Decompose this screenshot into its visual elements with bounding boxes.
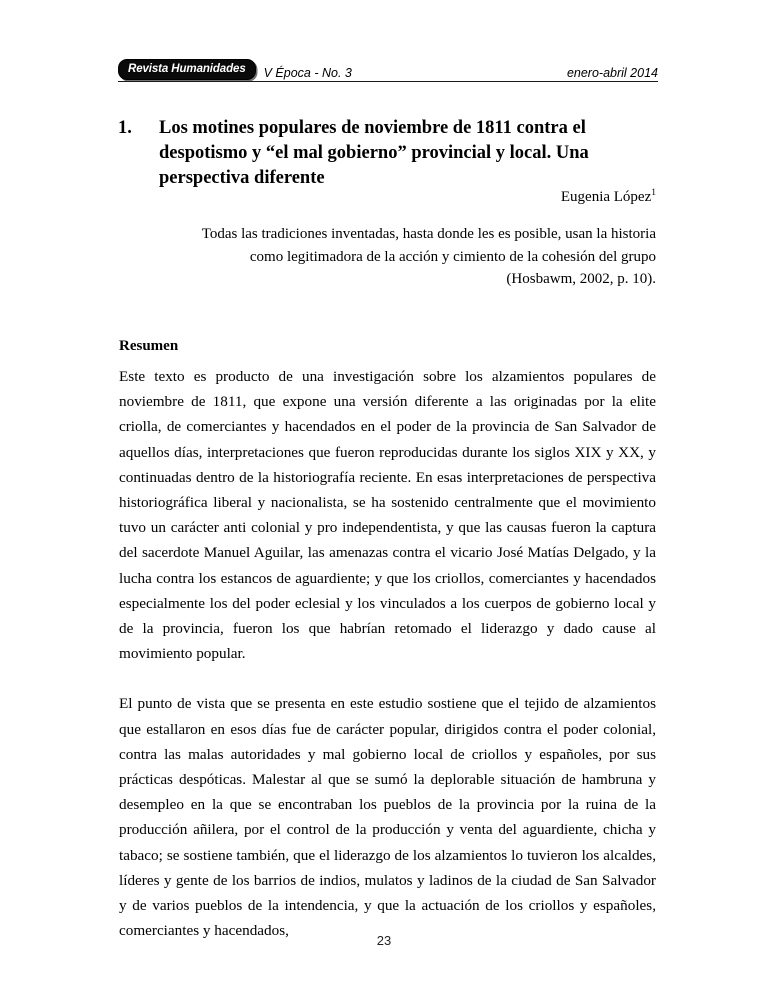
article-number: 1. xyxy=(118,118,132,139)
paragraph: El punto de vista que se presenta en este estudio sostiene que el tejido de alzamientos que estallaron en esos días fue de carácter popular, dirigidos contra el poder colonial, contra las malas autoridades y mal gobierno local de criollos y españoles, por sus prácticas despóticas. Malestar al que se sumó la deplorable situación de hambruna y desempleo en la que se encontraban los pueblos de la provincia por la ruina de la producción añilera, por el control de la producción y venta del aguardiente, chicha y tabaco; se sostiene también, que el liderazgo de los alzamientos lo tuvieron los alcaldes, líderes y gente de los barrios de indios, mulatos y ladinos de la ciudad de San Salvador y de varios pueblos de la intendencia, y que la actuación de los criollos y españoles, comerciantes y hacendados, xyxy=(119,695,656,940)
running-head-rule xyxy=(118,81,658,82)
page-number: 23 xyxy=(376,933,392,948)
epigraph-quote: Todas las tradiciones inventadas, hasta donde les es posible, usan la historia como legitimadora de la acción y cimiento de la cohesión del grupo (Hosbawm, 2002, p. 10). xyxy=(201,226,656,287)
page-title xyxy=(118,116,663,191)
author-name: Eugenia López xyxy=(560,189,652,205)
author-byline xyxy=(118,187,656,207)
article-title-text: Los motines populares de noviembre de 1811 contra el despotismo y “el mal gobierno” provincial y local. Una perspectiva diferente xyxy=(159,118,589,189)
paragraph: Este texto es producto de una investigación sobre los alzamientos populares de noviembre de 1811, que expone una versión diferente a las originadas por la elite criolla, de comerciantes y hacendados en el poder de la provincia de San Salvador de aquellos días, interpretaciones que fueron reproducidas durante los siglos XIX y XX, y continuadas dentro de la historiografía reciente. En esas interpretaciones de perspectiva historiográfica liberal y nacionalista, se ha sostenido centralmente que el movimiento tuvo un carácter anti colonial y pro independentista, y que las causas fueron la captura del sacerdote Manuel Aguilar, las amenazas contra el vicario José Matías Delgado, y la lucha contra los estancos de aguardiente; y que los criollos, comerciantes y hacendados especialmente los del poder eclesial y los vinculados a los cuerpos de gobierno local y de la provincia, fueron los que habrían retomado el liderazgo y dado cause al movimiento popular. xyxy=(119,368,656,663)
journal-epoch-label: V Época - No. 3 xyxy=(263,65,352,80)
running-head-row xyxy=(118,60,658,80)
section-heading-resumen: Resumen xyxy=(119,338,179,355)
abstract-body xyxy=(119,364,656,943)
journal-title-badge: Revista Humanidades xyxy=(118,59,256,80)
issue-date-label: enero-abril 2014 xyxy=(566,65,658,80)
author-footnote-marker: 1 xyxy=(651,188,656,198)
running-head xyxy=(118,60,658,84)
